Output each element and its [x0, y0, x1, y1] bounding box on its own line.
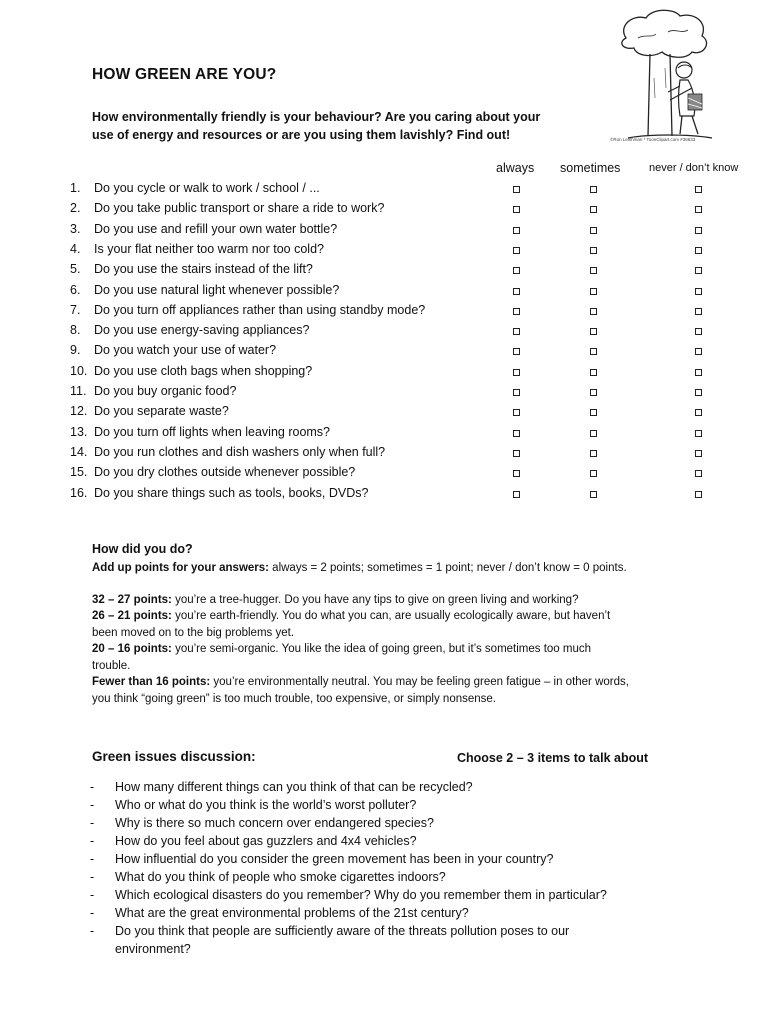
checkbox-never[interactable] [695, 247, 702, 254]
question-number: 2. [70, 201, 81, 216]
checkbox-always[interactable] [513, 491, 520, 498]
checkbox-sometimes[interactable] [590, 470, 597, 477]
result-text: you’re environmentally neutral. You may be feeling green fatigue – in other words, [210, 676, 629, 688]
question-number: 10. [70, 363, 88, 378]
discussion-item-text: How many different things can you think of that can be recycled? [115, 780, 473, 794]
page-title: HOW GREEN ARE YOU? [92, 66, 277, 83]
checkbox-always[interactable] [513, 267, 520, 274]
question-number: 11. [70, 384, 87, 398]
question-number: 14. [70, 444, 88, 459]
checkbox-always[interactable] [513, 186, 520, 193]
result-range: 32 – 27 points: [92, 594, 172, 606]
bullet-dash: - [90, 906, 95, 920]
checkbox-never[interactable] [695, 227, 702, 234]
result-text: you’re a tree-hugger. Do you have any tips to give on green living and working? [171, 594, 579, 606]
checkbox-always[interactable] [513, 348, 520, 355]
question-text: Do you use energy-saving appliances? [94, 323, 310, 338]
question-text: Do you use the stairs instead of the lift? [94, 262, 313, 277]
checkbox-never[interactable] [695, 491, 702, 498]
bullet-dash: - [90, 888, 95, 902]
checkbox-always[interactable] [513, 369, 520, 376]
question-row [70, 465, 720, 485]
question-row [70, 181, 720, 201]
question-text: Do you turn off lights when leaving rooms? [94, 424, 331, 439]
question-text: Is your flat neither too warm nor too cold? [94, 241, 324, 256]
checkbox-never[interactable] [695, 267, 702, 274]
column-header-never: never / don’t know [649, 162, 739, 174]
question-text: Do you turn off appliances rather than using standby mode? [94, 302, 426, 317]
bullet-dash: - [90, 852, 95, 866]
question-number: 13. [70, 424, 88, 439]
checkbox-never[interactable] [695, 450, 702, 457]
checkbox-sometimes[interactable] [590, 348, 597, 355]
checkbox-sometimes[interactable] [590, 247, 597, 254]
scoring-rules-label: Add up points for your answers: [92, 562, 269, 574]
discussion-item-text: Do you think that people are sufficiently aware of the threats pollution poses to our [115, 924, 570, 938]
result-semi-organic [92, 641, 732, 674]
discussion-item-text: How do you feel about gas guzzlers and 4x4 vehicles? [115, 834, 417, 848]
column-header-always: always [496, 161, 535, 175]
question-number: 7. [70, 302, 81, 317]
question-row [70, 201, 720, 221]
checkbox-sometimes[interactable] [590, 450, 597, 457]
checkbox-sometimes[interactable] [590, 308, 597, 315]
scoring-rules-text: always = 2 points; sometimes = 1 point; never / don’t know = 0 points. [268, 562, 627, 574]
checkbox-sometimes[interactable] [590, 206, 597, 213]
question-number: 9. [70, 343, 81, 358]
discussion-item-text: environment? [115, 942, 191, 956]
question-row [70, 323, 720, 343]
bullet-dash: - [90, 870, 95, 884]
question-text: Do you take public transport or share a ride to work? [94, 201, 385, 216]
checkbox-always[interactable] [513, 450, 520, 457]
discussion-item-text: What are the great environmental problems of the 21st century? [115, 906, 469, 920]
question-text: Do you buy organic food? [94, 384, 237, 398]
bullet-dash: - [90, 798, 95, 812]
result-text: you’re semi-organic. You like the idea of going green, but it’s sometimes too much [171, 643, 592, 655]
checkbox-sometimes[interactable] [590, 409, 597, 416]
question-number: 16. [70, 485, 88, 500]
question-text: Do you use natural light whenever possible? [94, 282, 340, 297]
question-row [70, 364, 720, 384]
discussion-title: Green issues discussion: [92, 749, 256, 764]
question-number: 5. [70, 262, 81, 277]
question-text: Do you use cloth bags when shopping? [94, 363, 313, 378]
question-number: 3. [70, 221, 81, 236]
checkbox-sometimes[interactable] [590, 328, 597, 335]
intro-line-1: How environmentally friendly is your behaviour? Are you caring about your [92, 110, 541, 124]
checkbox-always[interactable] [513, 206, 520, 213]
intro-line-2: use of energy and resources or are you using them lavishly? Find out! [92, 128, 511, 142]
discussion-subtitle: Choose 2 – 3 items to talk about [457, 751, 649, 765]
checkbox-always[interactable] [513, 409, 520, 416]
question-number: 12. [70, 404, 88, 419]
discussion-item-text: Why is there so much concern over endangered species? [115, 816, 434, 830]
question-row [70, 303, 720, 323]
checkbox-sometimes[interactable] [590, 369, 597, 376]
checkbox-sometimes[interactable] [590, 267, 597, 274]
checkbox-never[interactable] [695, 328, 702, 335]
illustration-credit: ©Ron Leishman * ToonClipart.com #36633 [610, 137, 696, 142]
discussion-item-text: Which ecological disasters do you remember? Why do you remember them in particular? [115, 888, 607, 902]
discussion-item-text: How influential do you consider the green movement has been in your country? [115, 852, 554, 866]
checkbox-never[interactable] [695, 369, 702, 376]
question-row [70, 425, 720, 445]
question-text: Do you separate waste? [94, 404, 229, 419]
checkbox-sometimes[interactable] [590, 491, 597, 498]
discussion-item-text: What do you think of people who smoke cigarettes indoors? [115, 870, 446, 884]
question-row [70, 343, 720, 363]
question-text: Do you use and refill your own water bottle? [94, 221, 338, 236]
result-neutral [92, 674, 732, 707]
result-text-continued: been moved on to the big problems yet. [92, 626, 295, 639]
checkbox-always[interactable] [513, 470, 520, 477]
results-heading: How did you do? [92, 542, 193, 556]
question-row [70, 404, 720, 424]
checkbox-always[interactable] [513, 389, 520, 396]
question-number: 1. [70, 181, 81, 195]
checkbox-never[interactable] [695, 348, 702, 355]
question-row [70, 486, 720, 506]
checkbox-always[interactable] [513, 288, 520, 295]
checkbox-always[interactable] [513, 430, 520, 437]
result-tree-hugger [92, 592, 732, 609]
result-earth-friendly [92, 608, 732, 641]
question-row [70, 384, 720, 404]
checkbox-sometimes[interactable] [590, 186, 597, 193]
checkbox-always[interactable] [513, 247, 520, 254]
checkbox-never[interactable] [695, 470, 702, 477]
result-range: 26 – 21 points: [92, 610, 172, 622]
checkbox-never[interactable] [695, 308, 702, 315]
bullet-dash: - [90, 780, 95, 794]
checkbox-sometimes[interactable] [590, 430, 597, 437]
checkbox-always[interactable] [513, 328, 520, 335]
result-text: you’re earth-friendly. You do what you can, are usually ecologically aware, but haven’t [171, 610, 611, 622]
question-text: Do you share things such as tools, books, DVDs? [94, 485, 369, 500]
checkbox-sometimes[interactable] [590, 288, 597, 295]
question-row [70, 283, 720, 303]
checkbox-never[interactable] [695, 186, 702, 193]
tree-hugger-illustration [608, 8, 728, 148]
checkbox-always[interactable] [513, 227, 520, 234]
tree-hugger-icon [608, 8, 728, 148]
question-text: Do you cycle or walk to work / school / ... [94, 181, 320, 195]
scoring-rules [92, 560, 732, 577]
question-row [70, 242, 720, 262]
intro-text [92, 108, 592, 144]
checkbox-never[interactable] [695, 389, 702, 396]
result-text-continued: trouble. [92, 659, 131, 672]
bullet-dash: - [90, 816, 95, 830]
checkbox-never[interactable] [695, 206, 702, 213]
question-row [70, 262, 720, 282]
question-number: 8. [70, 323, 81, 338]
bullet-dash: - [90, 924, 95, 938]
column-header-sometimes: sometimes [560, 161, 621, 175]
checkbox-never[interactable] [695, 409, 702, 416]
bullet-dash: - [90, 834, 95, 848]
result-range: 20 – 16 points: [92, 643, 172, 655]
question-number: 15. [70, 465, 88, 480]
question-number: 4. [70, 241, 81, 256]
question-text: Do you dry clothes outside whenever possible? [94, 465, 356, 480]
discussion-item-text: Who or what do you think is the world’s worst polluter? [115, 798, 417, 812]
question-number: 6. [70, 282, 81, 297]
question-row [70, 445, 720, 465]
checkbox-sometimes[interactable] [590, 227, 597, 234]
question-text: Do you watch your use of water? [94, 343, 277, 358]
checkbox-sometimes[interactable] [590, 389, 597, 396]
result-text-continued: you think “going green” is too much trouble, too expensive, or simply nonsense. [92, 692, 496, 705]
checkbox-always[interactable] [513, 308, 520, 315]
checkbox-never[interactable] [695, 430, 702, 437]
question-row [70, 222, 720, 242]
result-range: Fewer than 16 points: [92, 676, 211, 688]
checkbox-never[interactable] [695, 288, 702, 295]
question-text: Do you run clothes and dish washers only when full? [94, 444, 386, 459]
